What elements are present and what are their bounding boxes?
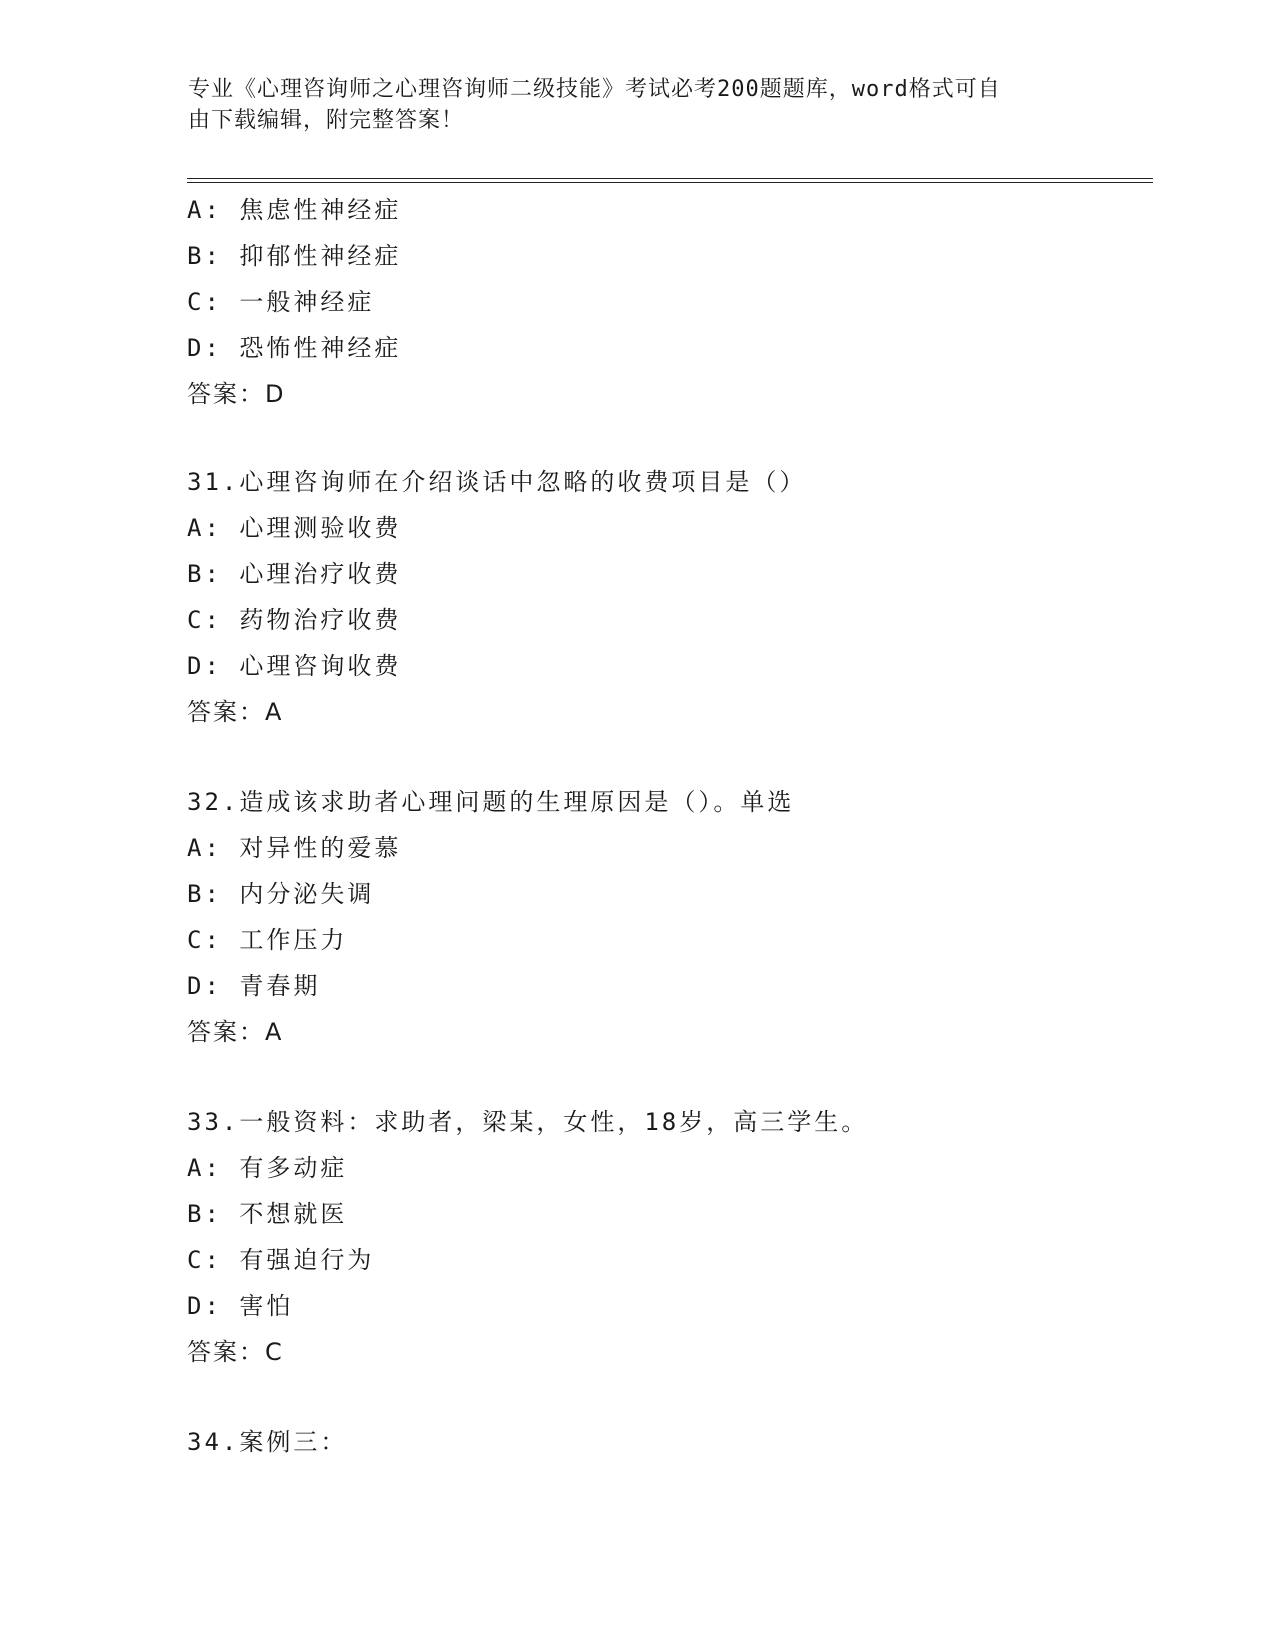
question-block-30 [187, 187, 401, 417]
option-b: B: 心理治疗收费 [187, 560, 402, 588]
option-b: B: 不想就医 [187, 1200, 348, 1228]
question-stem: 31.心理咨询师在介绍谈话中忽略的收费项目是（） [187, 468, 807, 496]
option-b: B: 抑郁性神经症 [187, 242, 402, 270]
question-stem: 34.案例三： [187, 1428, 348, 1456]
question-block-34 [187, 1419, 347, 1465]
option-d: D: 心理咨询收费 [187, 652, 402, 680]
option-c: C: 药物治疗收费 [187, 606, 402, 634]
option-c: C: 一般神经症 [187, 288, 375, 316]
question-stem: 33.一般资料：求助者，梁某，女性，18岁，高三学生。 [187, 1108, 869, 1136]
option-c: C: 有强迫行为 [187, 1246, 375, 1274]
option-a: A: 焦虑性神经症 [187, 196, 402, 224]
option-d: D: 害怕 [187, 1292, 294, 1320]
header-line-1: 专业《心理咨询师之心理咨询师二级技能》考试必考200题题库，word格式可自 [188, 77, 1001, 102]
option-a: A: 有多动症 [187, 1154, 348, 1182]
question-block-32 [187, 779, 794, 1055]
document-header [188, 74, 1088, 136]
option-a: A: 心理测验收费 [187, 514, 402, 542]
option-a: A: 对异性的爱慕 [187, 834, 402, 862]
option-c: C: 工作压力 [187, 926, 348, 954]
question-block-33 [187, 1099, 868, 1375]
header-line-2: 由下载编辑，附完整答案！ [188, 108, 465, 133]
option-d: D: 青春期 [187, 972, 321, 1000]
option-b: B: 内分泌失调 [187, 880, 375, 908]
header-divider [187, 178, 1153, 183]
answer: 答案：A [187, 698, 284, 726]
answer: 答案：A [187, 1018, 284, 1046]
question-stem: 32.造成该求助者心理问题的生理原因是（）。单选 [187, 788, 795, 816]
question-block-31 [187, 459, 806, 735]
answer: 答案：D [187, 380, 286, 408]
option-d: D: 恐怖性神经症 [187, 334, 402, 362]
answer: 答案：C [187, 1338, 284, 1366]
